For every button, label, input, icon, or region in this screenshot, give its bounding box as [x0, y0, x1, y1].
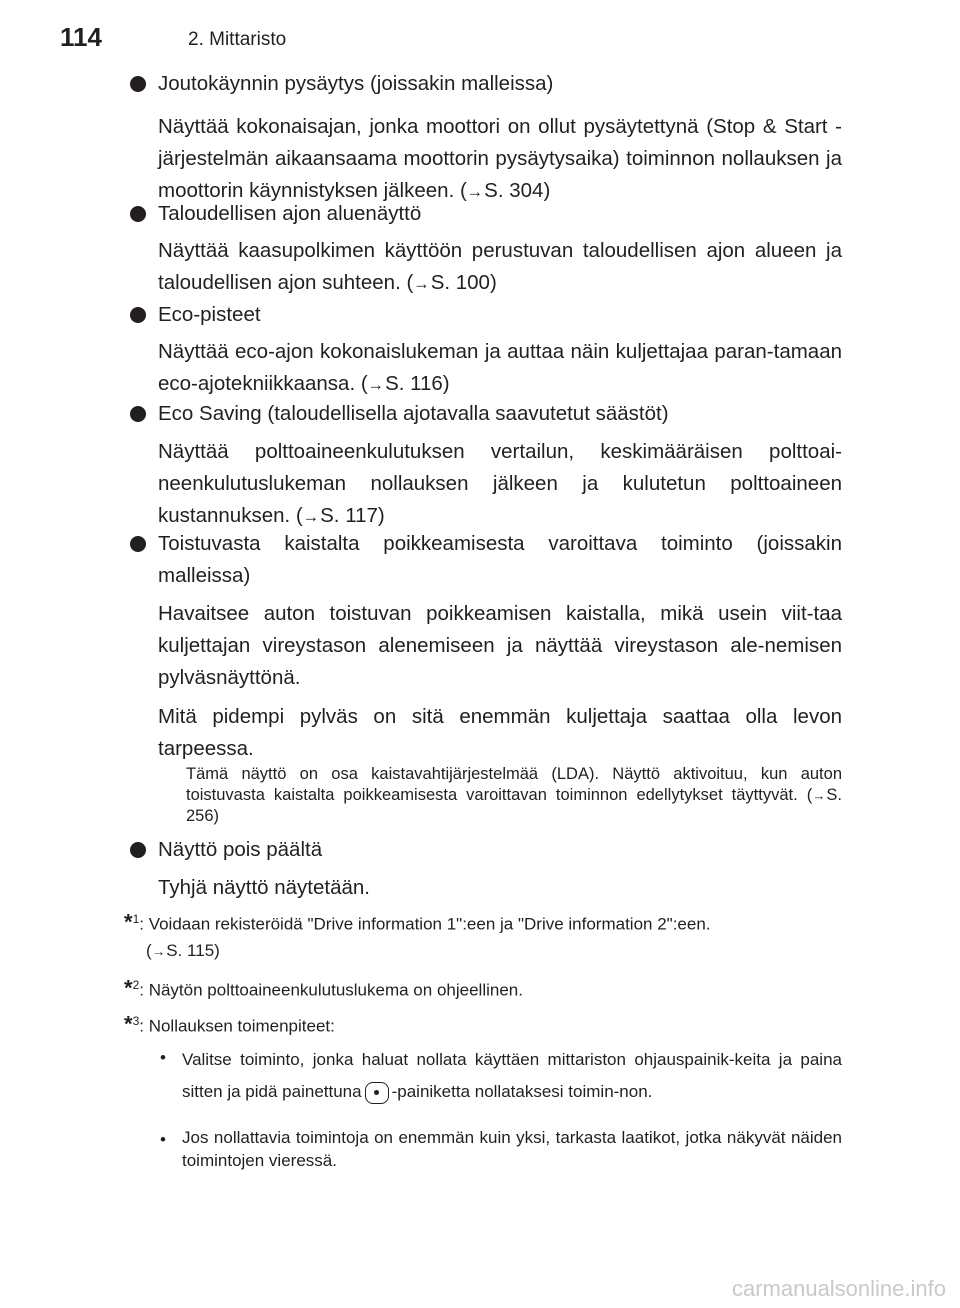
list-item	[130, 68, 842, 208]
watermark: carmanualsonline.info	[731, 1276, 946, 1301]
footnote-number: 2	[132, 978, 140, 992]
section-title: 2. Mittaristo	[188, 29, 287, 50]
footnote-number: 1	[132, 912, 140, 926]
list-item	[130, 398, 842, 533]
item-title: Eco Saving (taloudellisella ajotavalla saavutetut säästöt)	[158, 402, 669, 425]
footnote-text: : Voidaan rekisteröidä "Drive information 1":een ja "Drive information 2":een.	[139, 914, 711, 934]
list-item: • Valitse toiminto, jonka haluat nollata käyttäen mittariston ohjauspainik-keita ja paina sitten ja pidä painettuna -painiketta nollataksesi toimin-non.	[160, 1044, 842, 1108]
asterisk-icon: *	[124, 975, 133, 1001]
asterisk-icon: *	[124, 1011, 133, 1037]
item-description: Havaitsee auton toistuvan poikkeamisen kaistalla, mikä usein viit-taa kuljettajan vireystason alenemiseen ja näyttää vireystason ale-nemisen pylväsnäyttönä.	[158, 602, 842, 689]
note-text: Tämä näyttö on osa kaistavahtijärjestelmää (LDA). Näyttö aktivoituu, kun auton toistuvasta kaistalta poikkeamisesta varoittavan toiminnon edellytykset täyttyvät. (→S. 256)	[186, 765, 842, 825]
item-description: Näyttää eco-ajon kokonaislukeman ja auttaa näin kuljettajaa paran-tamaan eco-ajotekniikkaansa. (→S. 116)	[130, 336, 842, 401]
bullet-icon	[130, 307, 146, 323]
arrow-icon: →	[812, 788, 826, 803]
bullet-icon	[130, 842, 146, 858]
list-item	[130, 299, 842, 401]
arrow-icon: →	[466, 183, 484, 201]
asterisk-icon: *	[124, 909, 133, 935]
bullet-icon	[130, 536, 146, 552]
footnote	[124, 906, 842, 965]
bullet-icon	[130, 406, 146, 422]
item-title: Joutokäynnin pysäytys (joissakin malleissa)	[158, 72, 554, 95]
item-title: Taloudellisen ajon aluenäyttö	[158, 202, 422, 225]
bullet-icon	[130, 206, 146, 222]
page-number: 114	[60, 22, 102, 52]
bullet-icon	[130, 76, 146, 92]
item-title: Toistuvasta kaistalta poikkeamisesta varoittava toiminto (joissakin malleissa)	[158, 532, 842, 587]
list-item: • Jos nollattavia toimintoja on enemmän kuin yksi, tarkasta laatikot, jotka näkyvät näiden toimintojen vieressä.	[160, 1128, 842, 1170]
arrow-icon: →	[413, 275, 430, 293]
bullet-icon: •	[160, 1048, 166, 1067]
item-description: Näyttää kokonaisajan, jonka moottori on ollut pysäytettynä (Stop & Start -järjestelmän aikaansaama moottorin pysäytysaika) toiminnon nollauksen ja moottorin käynnistyksen jälkeen. (→S. 304)	[130, 111, 842, 208]
item-description: Näyttää polttoaineenkulutuksen vertailun, keskimääräisen polttoai-neenkulutuslukeman nollauksen jälkeen ja kulutetun polttoaineen kustannuksen. (→S. 117)	[130, 436, 842, 533]
ok-button-icon	[365, 1082, 389, 1104]
item-description: Mitä pidempi pylväs on sitä enemmän kuljettaja saattaa olla levon tarpeessa.	[158, 705, 842, 760]
arrow-icon: →	[302, 508, 320, 526]
footnote	[124, 972, 842, 1004]
list-item	[130, 528, 842, 765]
list-item	[130, 198, 842, 300]
item-description: Tyhjä näyttö näytetään.	[158, 876, 370, 899]
item-description: Näyttää kaasupolkimen käyttöön perustuvan taloudellisen ajon alueen ja taloudellisen ajon suhteen. (→S. 100)	[130, 235, 842, 300]
arrow-icon: →	[151, 943, 166, 959]
footnote-text: : Näytön polttoaineenkulutuslukema on ohjeellinen.	[139, 980, 523, 1000]
footnote	[124, 1008, 842, 1040]
bullet-icon: •	[160, 1130, 166, 1149]
footnote-number: 3	[132, 1014, 140, 1028]
footnote-ref: (→S. 115)	[124, 938, 842, 965]
item-title: Näyttö pois päältä	[158, 838, 323, 861]
item-title: Eco-pisteet	[158, 303, 261, 326]
footnote-text: : Nollauksen toimenpiteet:	[139, 1016, 335, 1036]
list-item	[130, 834, 842, 904]
arrow-icon: →	[367, 376, 385, 394]
